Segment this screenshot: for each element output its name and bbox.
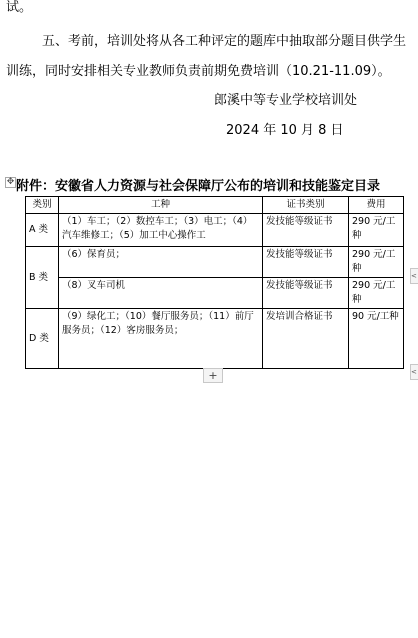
header-job: 工种 (59, 197, 263, 214)
side-tab-button[interactable]: < (410, 268, 418, 284)
job-cell: （6）保育员； (59, 247, 263, 278)
fee-cell: 290 元/工种 (349, 247, 404, 278)
table-row (26, 278, 404, 309)
attachment-title: 附件：安徽省人力资源与社会保障厅公布的培训和技能鉴定目录 (16, 179, 381, 194)
table-row (26, 309, 404, 369)
table-row (26, 214, 404, 247)
fee-cell: 290 元/工种 (349, 278, 404, 309)
body-line: 训练，同时安排相关专业教师负责前期免费培训（10.21-11.09）。 (6, 64, 391, 79)
category-cell: D 类 (26, 309, 59, 369)
signature-org: 郎溪中等专业学校培训处 (214, 93, 358, 108)
signature-date: 2024 年 10 月 8 日 (226, 123, 344, 138)
job-cell: （8）叉车司机 (59, 278, 263, 309)
side-tab-button[interactable]: < (410, 364, 418, 380)
certificate-cell: 发技能等级证书 (263, 278, 349, 309)
fee-cell: 90 元/工种 (349, 309, 404, 369)
header-certificate: 证书类别 (263, 197, 349, 214)
table-row (26, 247, 404, 278)
certificate-cell: 发培训合格证书 (263, 309, 349, 369)
training-table (25, 196, 404, 369)
fee-cell: 290 元/工种 (349, 214, 404, 247)
job-cell: （1）车工；（2）数控车工；（3）电工；（4）汽车维修工；（5）加工中心操作工 (59, 214, 263, 247)
body-line: 试。 (6, 0, 33, 15)
add-row-button[interactable]: + (203, 368, 223, 383)
body-paragraph: 五、考前，培训处将从各工种评定的题库中抽取部分题目供学生 (42, 34, 407, 49)
header-category: 类别 (26, 197, 59, 214)
certificate-cell: 发技能等级证书 (263, 214, 349, 247)
category-cell: A 类 (26, 214, 59, 247)
header-fee: 费用 (349, 197, 404, 214)
certificate-cell: 发技能等级证书 (263, 247, 349, 278)
category-cell: B 类 (26, 247, 59, 309)
move-handle-icon[interactable]: ✥ (6, 177, 15, 187)
table-header-row (26, 197, 404, 214)
job-cell: （9）绿化工；（10）餐厅服务员；（11）前厅服务员；（12）客房服务员； (59, 309, 263, 369)
